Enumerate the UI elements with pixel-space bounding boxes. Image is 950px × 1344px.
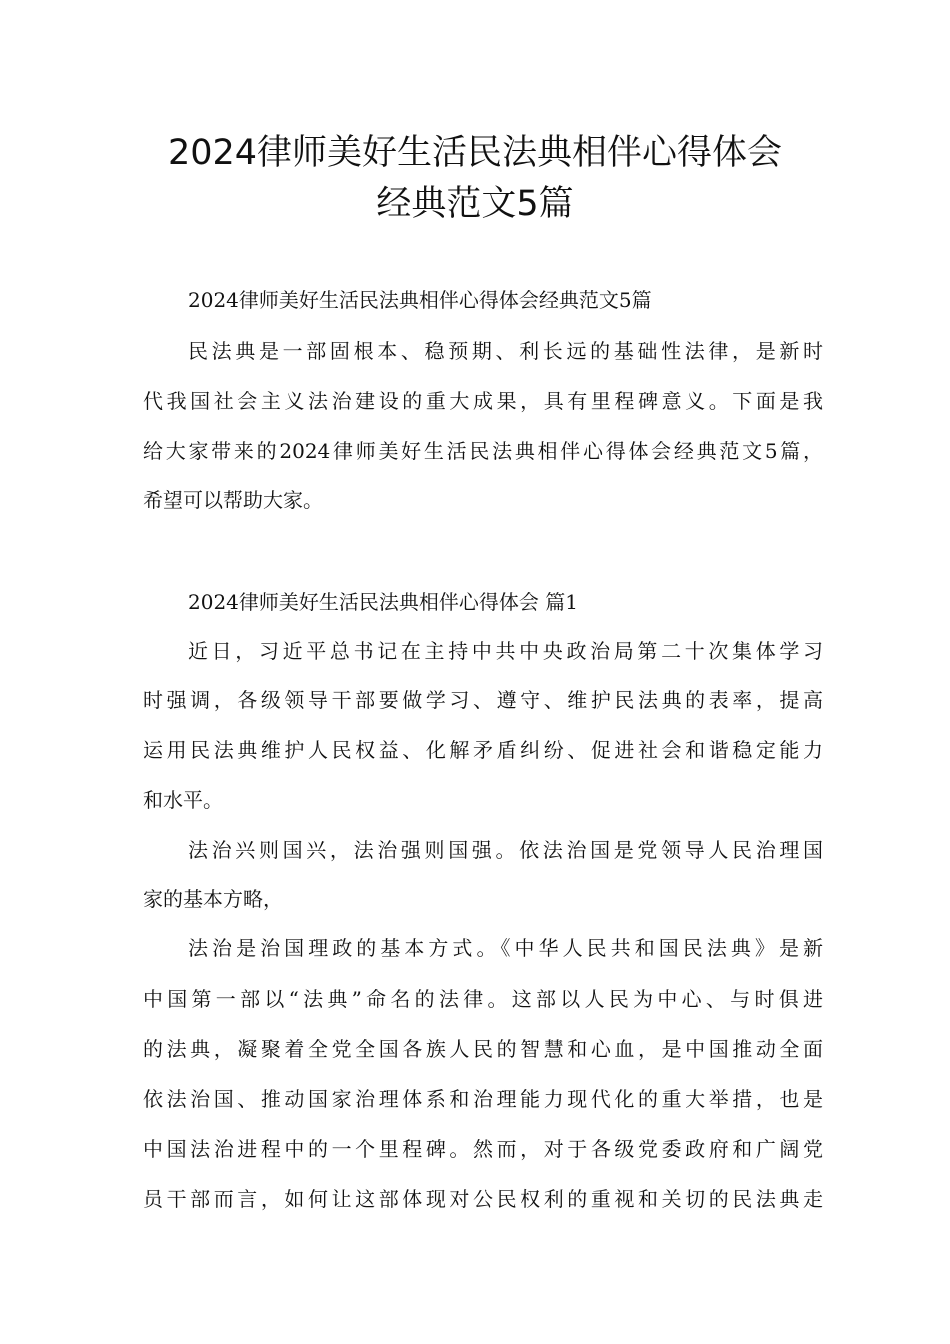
body-line: 中国法治进程中的一个里程碑。然而，对于各级党委政府和广阔党: [143, 1137, 823, 1161]
body-line: 和水平。: [143, 788, 223, 812]
subtitle-line: 2024律师美好生活民法典相伴心得体会经典范文5篇: [188, 288, 652, 312]
body-line: 运用民法典维护人民权益、化解矛盾纠纷、促进社会和谐稳定能力: [143, 738, 823, 762]
intro-line: 代我国社会主义法治建设的重大成果，具有里程碑意义。下面是我: [143, 389, 823, 413]
body-line: 中国第一部以“法典”命名的法律。这部以人民为中心、与时俱进: [143, 987, 823, 1011]
document-title-line-2: 经典范文5篇: [376, 184, 574, 224]
body-line: 的法典，凝聚着全党全国各族人民的智慧和心血，是中国推动全面: [143, 1037, 823, 1061]
intro-line: 民法典是一部固根本、稳预期、利长远的基础性法律，是新时: [188, 339, 823, 363]
section-heading: 2024律师美好生活民法典相伴心得体会 篇1: [188, 590, 578, 614]
body-line: 近日，习近平总书记在主持中共中央政治局第二十次集体学习: [188, 639, 823, 663]
body-line: 时强调，各级领导干部要做学习、遵守、维护民法典的表率，提高: [143, 688, 823, 712]
body-line: 员干部而言，如何让这部体现对公民权利的重视和关切的民法典走: [143, 1187, 823, 1211]
body-line: 法治是治国理政的基本方式。《中华人民共和国民法典》是新: [188, 936, 823, 960]
body-line: 法治兴则国兴，法治强则国强。依法治国是党领导人民治理国: [188, 838, 823, 862]
intro-line: 给大家带来的2024律师美好生活民法典相伴心得体会经典范文5篇，: [143, 439, 823, 463]
intro-line: 希望可以帮助大家。: [143, 488, 323, 512]
body-line: 依法治国、推动国家治理体系和治理能力现代化的重大举措，也是: [143, 1087, 823, 1111]
document-title-line-1: 2024律师美好生活民法典相伴心得体会: [167, 133, 783, 173]
body-line: 家的基本方略，: [143, 887, 283, 911]
